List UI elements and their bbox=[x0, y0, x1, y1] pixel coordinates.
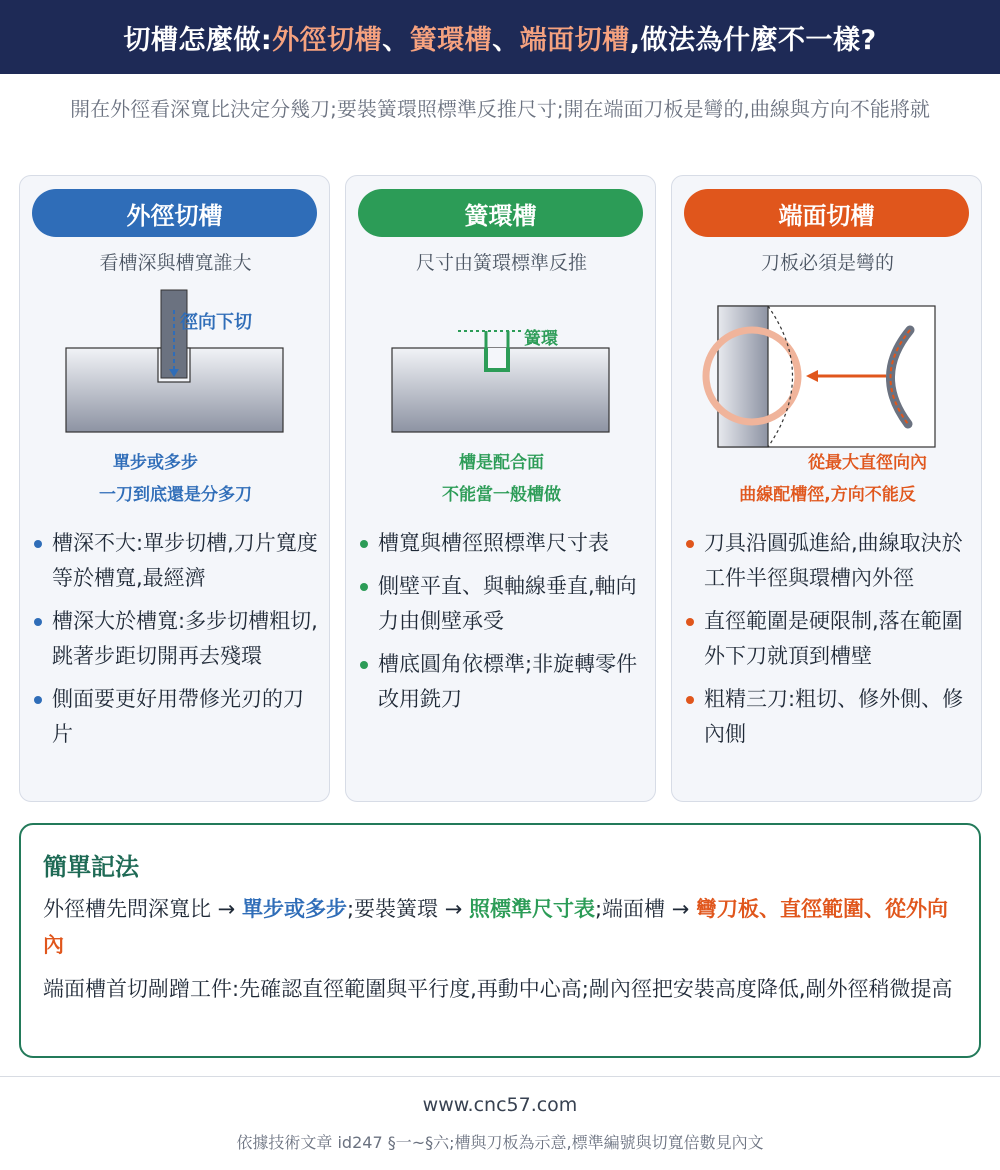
diagram-label: 徑向下切 bbox=[180, 312, 252, 333]
card-circlip-groove bbox=[345, 175, 656, 802]
card-description: 刀板必須是彎的 bbox=[760, 252, 894, 274]
od-grooving-diagram bbox=[20, 276, 331, 456]
bullet-list bbox=[686, 526, 976, 760]
bullet-list bbox=[360, 526, 650, 725]
note-line-2: 曲線配槽徑,方向不能反 bbox=[739, 485, 916, 505]
list-item: 粗精三刀:粗切、修外側、修內側 bbox=[686, 682, 976, 752]
note-line-1: 槽是配合面 bbox=[459, 453, 544, 473]
note-line-2: 一刀到底還是分多刀 bbox=[99, 485, 252, 505]
summary-line-1: 外徑槽先問深寬比 → 單步或多步;要裝簧環 → 照標準尺寸表;端面槽 → 彎刀板、直徑範圍、從外向內 bbox=[43, 897, 949, 957]
summary-title: 簡單記法 bbox=[43, 853, 139, 881]
list-item: 側壁平直、與軸線垂直,軸向力由側壁承受 bbox=[360, 569, 650, 639]
summary-line-2: 端面槽首切剮蹭工件:先確認直徑範圍與平行度,再動中心高;剮內徑把安裝高度降低,剮外徑稍微提高 bbox=[43, 977, 953, 1001]
card-title: 端面切槽 bbox=[684, 189, 969, 237]
note-line-1: 從最大直徑向內 bbox=[808, 453, 927, 473]
footer-url[interactable]: www.cnc57.com bbox=[422, 1094, 578, 1116]
bullet-list bbox=[34, 526, 324, 760]
card-face-grooving bbox=[671, 175, 982, 802]
card-description: 看槽深與槽寬誰大 bbox=[99, 252, 252, 274]
list-item: 槽深不大:單步切槽,刀片寬度等於槽寬,最經濟 bbox=[34, 526, 324, 596]
footer-divider bbox=[0, 1076, 1000, 1077]
page-title: 切槽怎麼做:外徑切槽、簧環槽、端面切槽,做法為什麼不一樣? bbox=[123, 24, 877, 56]
list-item: 槽寬與槽徑照標準尺寸表 bbox=[360, 526, 650, 561]
footer-source-note: 依據技術文章 id247 §一~§六;槽與刀板為示意,標準編號與切寬倍數見內文 bbox=[236, 1133, 764, 1152]
diagram-label: 簧環 bbox=[524, 329, 558, 349]
list-item: 槽底圓角依標準;非旋轉零件改用銑刀 bbox=[360, 647, 650, 717]
circlip-groove-diagram bbox=[346, 276, 657, 456]
header-bar bbox=[0, 0, 1000, 74]
page-subtitle: 開在外徑看深寬比決定分幾刀;要裝簧環照標準反推尺寸;開在端面刀板是彎的,曲線與方向不能將就 bbox=[70, 97, 930, 121]
list-item: 槽深大於槽寬:多步切槽粗切,跳著步距切開再去殘環 bbox=[34, 604, 324, 674]
note-line-1: 單步或多步 bbox=[113, 453, 198, 473]
list-item: 直徑範圍是硬限制,落在範圍外下刀就頂到槽壁 bbox=[686, 604, 976, 674]
card-description: 尺寸由簧環標準反推 bbox=[415, 252, 587, 274]
note-line-2: 不能當一般槽做 bbox=[442, 485, 561, 505]
card-title: 簧環槽 bbox=[358, 189, 643, 237]
list-item: 刀具沿圓弧進給,曲線取決於工件半徑與環槽內外徑 bbox=[686, 526, 976, 596]
face-grooving-diagram bbox=[672, 276, 983, 456]
summary-box bbox=[19, 823, 981, 1058]
card-title: 外徑切槽 bbox=[32, 189, 317, 237]
card-od-grooving bbox=[19, 175, 330, 802]
list-item: 側面要更好用帶修光刃的刀片 bbox=[34, 682, 324, 752]
